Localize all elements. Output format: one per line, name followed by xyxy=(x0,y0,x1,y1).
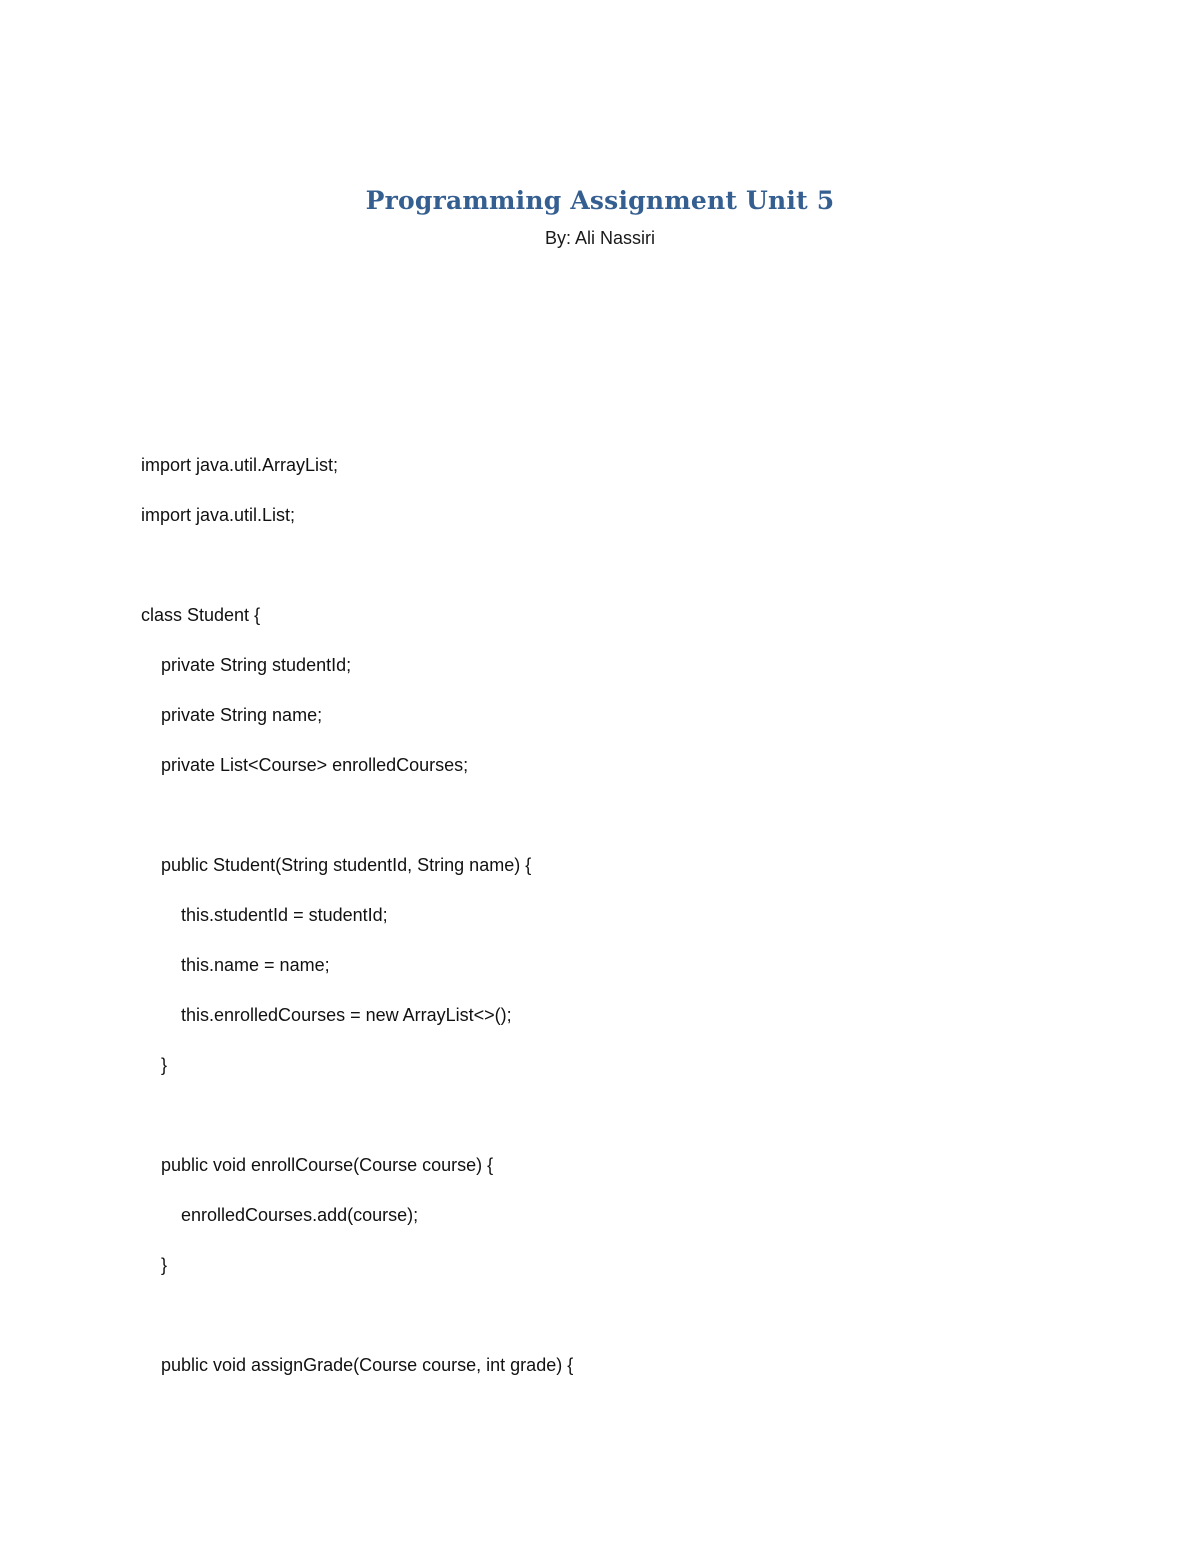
code-line: public Student(String studentId, String name) { xyxy=(161,855,532,875)
document-title: Programming Assignment Unit 5 xyxy=(365,186,835,215)
code-line: } xyxy=(161,1055,168,1075)
code-line: this.studentId = studentId; xyxy=(181,905,388,925)
blank-line xyxy=(141,802,1041,852)
blank-line xyxy=(141,1302,1041,1352)
code-line: private List<Course> enrolledCourses; xyxy=(161,755,469,775)
code-line: } xyxy=(161,1255,168,1275)
code-line: import java.util.List; xyxy=(141,505,296,525)
code-line: public void enrollCourse(Course course) { xyxy=(161,1155,494,1175)
code-line: private String name; xyxy=(161,705,323,725)
code-line: class Student { xyxy=(141,605,261,625)
code-line: this.name = name; xyxy=(181,955,330,975)
code-line: public void assignGrade(Course course, int grade) { xyxy=(161,1355,574,1375)
code-line: import java.util.ArrayList; xyxy=(141,455,339,475)
blank-line xyxy=(141,1102,1041,1152)
code-line: private String studentId; xyxy=(161,655,352,675)
author-byline: By: Ali Nassiri xyxy=(544,228,656,248)
blank-line xyxy=(141,552,1041,602)
code-line: enrolledCourses.add(course); xyxy=(181,1205,419,1225)
code-line: this.enrolledCourses = new ArrayList<>(); xyxy=(181,1005,512,1025)
code-listing xyxy=(141,452,1041,1402)
